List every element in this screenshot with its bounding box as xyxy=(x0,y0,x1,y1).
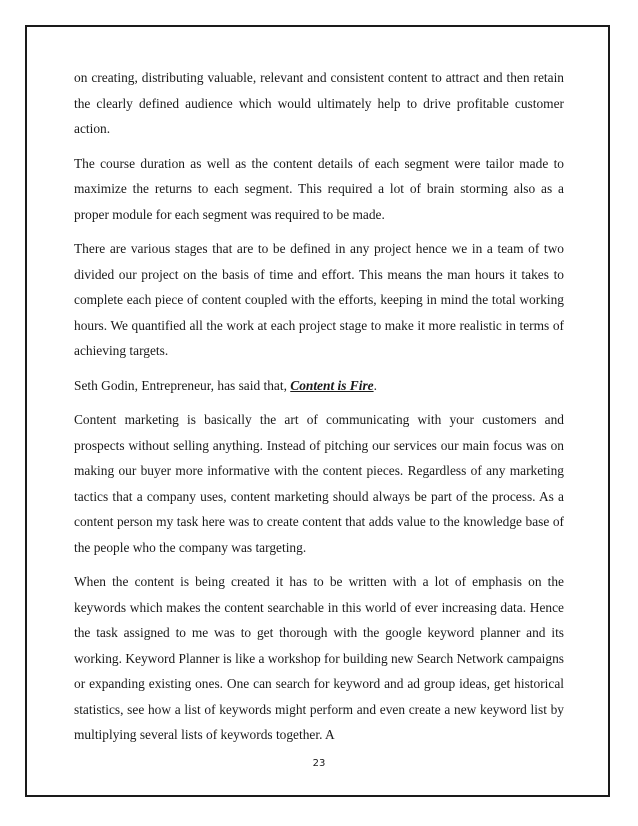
quote-line xyxy=(74,373,564,399)
page-number: 23 xyxy=(312,758,326,769)
paragraph-course-duration: The course duration as well as the content details of each segment were tailor made to maximize the returns to each segment. This required a lot of brain storming also as a proper module for each segment was required to be made. xyxy=(74,155,564,222)
document-body xyxy=(74,65,564,757)
paragraph-content-marketing: Content marketing is basically the art of communicating with your customers and prospects without selling anything. Instead of pitching our services our main focus was on making our buyer more informative with the content pieces. Regardless of any marketing tactics that a company uses, content marketing should always be part of the process. As a content person my task here was to create content that adds value to the knowledge base of the people who the company was targeting. xyxy=(74,412,564,555)
paragraph-project-stages: There are various stages that are to be defined in any project hence we in a team of two divided our project on the basis of time and effort. This means the man hours it takes to complete each piece of content coupled with the efforts, keeping in mind the total working hours. We quantified all the work at each project stage to make it more realistic in terms of achieving targets. xyxy=(74,241,564,358)
quote-emphasis: Content is Fire xyxy=(290,377,374,393)
quote-suffix: . xyxy=(373,377,377,393)
paragraph-keywords: When the content is being created it has to be written with a lot of emphasis on the keywords which makes the content searchable in this world of ever increasing data. Hence the task assigned to me was to get thorough with the google keyword planner and its working. Keyword Planner is like a workshop for building new Search Network campaigns or expanding existing ones. One can search for keyword and ad group ideas, get historical statistics, see how a list of keywords might perform and even create a new keyword list by multiplying several lists of keywords together. A xyxy=(74,574,564,742)
paragraph-content-definition: on creating, distributing valuable, relevant and consistent content to attract and then retain the clearly defined audience which would ultimately help to drive profitable customer action. xyxy=(74,70,564,136)
quote-prefix: Seth Godin, Entrepreneur, has said that, xyxy=(74,377,291,393)
